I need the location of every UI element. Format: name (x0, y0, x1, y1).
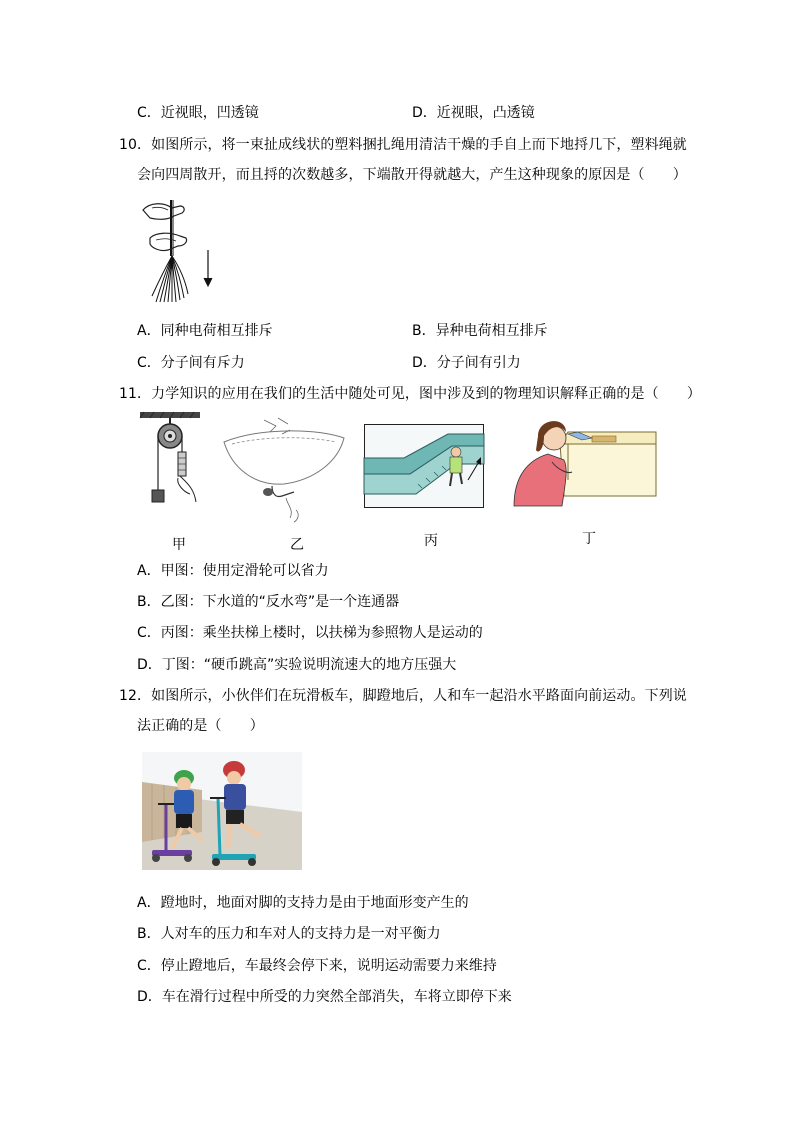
q9-option-d: D．近视眼，凸透镜 (412, 105, 535, 121)
q10-option-c: C．分子间有斥力 (137, 355, 245, 371)
q11-figure-coin-jump (508, 410, 656, 506)
q11-stem-line1: 11．力学知识的应用在我们的生活中随处可见，图中涉及到的物理知识解释正确的是（ ） (119, 386, 702, 402)
q11-option-d: D．丁图：“硬币跳高”实验说明流速大的地方压强大 (137, 657, 457, 673)
q11-label-jia: 甲 (172, 537, 186, 553)
q11-label-bing: 丙 (424, 533, 438, 549)
q10-figure-hand-rope (138, 196, 218, 308)
q11-figure-fixed-pulley (140, 412, 204, 512)
q11-option-c: C．丙图：乘坐扶梯上楼时，以扶梯为参照物人是运动的 (137, 625, 483, 641)
q11-option-a: A．甲图：使用定滑轮可以省力 (137, 563, 329, 579)
q10-option-b: B．异种电荷相互排斥 (412, 323, 548, 339)
q11-figure-sink-trap (218, 414, 350, 526)
q12-stem-line1: 12．如图所示，小伙伴们在玩滑板车，脚蹬地后，人和车一起沿水平路面向前运动。下列说 (119, 688, 687, 704)
q11-label-ding: 丁 (582, 531, 596, 547)
q12-option-d: D．车在滑行过程中所受的力突然全部消失，车将立即停下来 (137, 989, 512, 1005)
q11-figure-escalator (364, 424, 484, 508)
q12-stem-line2: 法正确的是（ ） (137, 718, 264, 734)
q10-stem-line2: 会向四周散开，而且捋的次数越多，下端散开得就越大，产生这种现象的原因是（ ） (137, 167, 687, 183)
q9-option-c: C．近视眼，凹透镜 (137, 105, 259, 121)
q11-option-b: B．乙图：下水道的“反水弯”是一个连通器 (137, 594, 400, 610)
q11-label-yi: 乙 (290, 537, 304, 553)
q12-option-c: C．停止蹬地后，车最终会停下来，说明运动需要力来维持 (137, 958, 497, 974)
q10-stem-line1: 10．如图所示，将一束扯成线状的塑料捆扎绳用清洁干燥的手自上而下地捋几下，塑料绳就 (119, 137, 687, 153)
q12-option-a: A．蹬地时，地面对脚的支持力是由于地面形变产生的 (137, 895, 469, 911)
q10-option-a: A．同种电荷相互排斥 (137, 323, 273, 339)
q12-figure-scooter-kids (142, 752, 302, 870)
q10-option-d: D．分子间有引力 (412, 355, 521, 371)
q12-option-b: B．人对车的压力和车对人的支持力是一对平衡力 (137, 926, 441, 942)
